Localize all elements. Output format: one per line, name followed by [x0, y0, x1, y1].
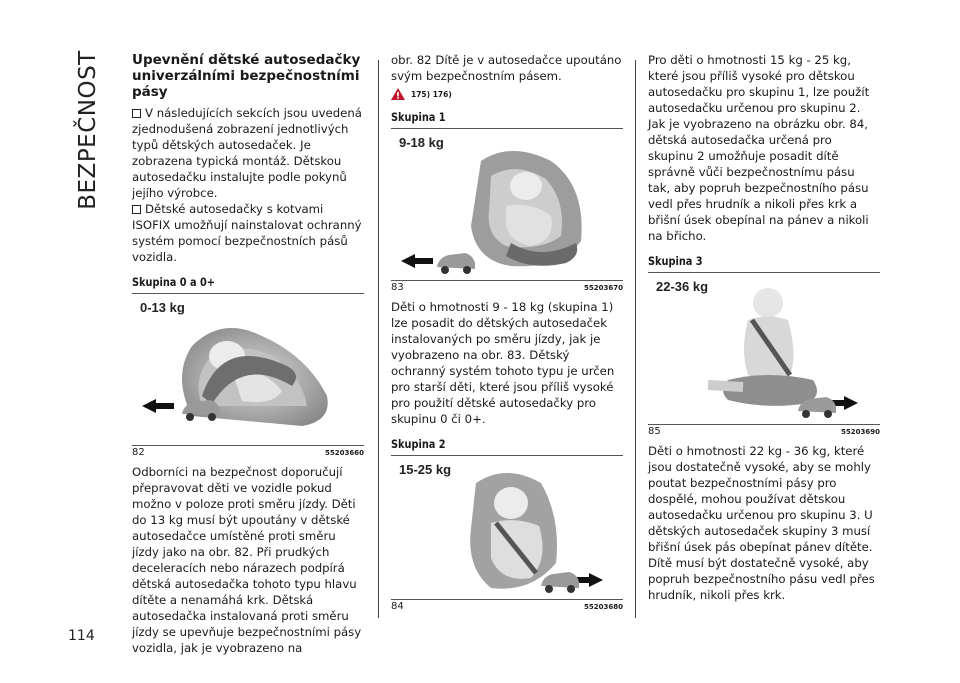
figure-group2-seat [391, 458, 623, 598]
figure-group3-seat [648, 275, 880, 423]
figure-weight-label: 22-36 kg [656, 279, 709, 294]
figure-caption [648, 424, 880, 437]
figure-code: 55203670 [584, 284, 623, 292]
group-title: Skupina 3 [648, 254, 703, 268]
warning-triangle-icon [391, 88, 405, 100]
warning-text: 175) 176) [411, 89, 452, 99]
figure-code: 55203690 [841, 428, 880, 436]
forward-seat-illustration [391, 131, 623, 279]
figure-caption [391, 599, 623, 612]
paragraph: Děti o hmotnosti 9 - 18 kg (skupina 1) lze posadit do dětských autosedaček instalovaných po směru jízdy, jak je vyobrazeno na obr. 83. Dětský ochranný systém tohoto typu je určen pro starší děti, které jsou příliš vysoké pro použití dětské autosedačky pro skupinu 0 či 0+. [391, 300, 615, 426]
infant-carrier-illustration [132, 296, 364, 444]
paragraph: Pro děti o hmotnosti 15 kg - 25 kg, které jsou příliš vysoké pro dětskou autosedačku pro skupinu 1, lze použít autosedačku určenou pro skupinu 2. Jak je vyobrazeno na obrázku obr. 84, dětská autosedačka určená pro skupinu 2 umožňuje posadit dítě správně vůči bezpečnostnímu pásu tak, aby popruh bezpečnostního pásu vedl přes hrudník a nikoli přes krk a břišní úsek obepínal na pánev a nikoli na břicho. [648, 53, 870, 243]
column-divider [635, 60, 636, 618]
warning-reference [391, 88, 623, 100]
column-1 [132, 52, 364, 656]
group-title: Skupina 0 a 0+ [132, 275, 216, 289]
figure-number: 84 [391, 601, 404, 612]
figure-infant-seat [132, 296, 364, 444]
paragraph: Děti o hmotnosti 22 kg - 36 kg, které jsou dostatečně vysoké, aby se mohly poutat bezpečnostními pásy pro dospělé, mohou používat dětskou autosedačku určenou pro skupinu 3. U dětských autosedaček skupiny 3 musí břišní úsek pás obepínat pánev dítěte. Dítě musí být dostatečně vysoké, aby popruh bezpečnostního pásu vedl přes hrudník, nikoli přes krk. [648, 444, 875, 602]
booster-seat-illustration [391, 458, 623, 598]
figure-caption [132, 445, 364, 458]
page-number: 114 [68, 628, 95, 644]
column-3 [648, 52, 880, 603]
divider [132, 293, 364, 294]
chapter-title: BEZPEČNOST [75, 50, 101, 210]
section-heading: Upevnění dětské autosedačky univerzálními bezpečnostními pásy [132, 52, 361, 100]
group-title: Skupina 1 [391, 110, 446, 124]
book-icon [132, 205, 141, 214]
figure-number: 82 [132, 447, 145, 458]
divider [391, 455, 623, 456]
divider [391, 128, 623, 129]
figure-weight-label: 9-18 kg [399, 135, 444, 150]
booster-cushion-illustration [648, 275, 880, 423]
figure-caption [391, 280, 623, 293]
column-2 [391, 52, 623, 618]
paragraph: Odborníci na bezpečnost doporučují přepravovat děti ve vozidle pokud možno v poloze proti směru jízdy. Děti do 13 kg musí být upoutány v dětské autosedačce umístěné proti směru jízdy jako na obr. 82. Při prudkých deceleracích nebo nárazech podpírá dětská autosedačka tohoto typu hlavu dítěte a nenamáhá krk. Dětská autosedačka instalovaná proti směru jízdy se upevňuje bezpečnostními pásy vozidla, jak je vyobrazeno na [132, 465, 362, 655]
group-title: Skupina 2 [391, 437, 446, 451]
divider [648, 272, 880, 273]
figure-number: 83 [391, 282, 404, 293]
figure-weight-label: 0-13 kg [140, 300, 185, 315]
paragraph: V následujících sekcích jsou uvedená zjednodušená zobrazení jednotlivých typů dětských autosedaček. Je zobrazena typická montáž. Dětskou autosedačku instalujte podle pokynů jejího výrobce. [132, 106, 362, 200]
figure-number: 85 [648, 426, 661, 437]
figure-code: 55203680 [584, 603, 623, 611]
paragraph: obr. 82 Dítě je v autosedačce upoutáno svým bezpečnostním pásem. [391, 53, 622, 83]
paragraph: Dětské autosedačky s kotvami ISOFIX umožňují nainstalovat ochranný systém pomocí bezpečnostních pásů vozidla. [132, 202, 362, 264]
figure-group1-seat [391, 131, 623, 279]
book-icon [132, 109, 141, 118]
figure-weight-label: 15-25 kg [399, 462, 452, 477]
column-divider [378, 60, 379, 618]
figure-code: 55203660 [325, 449, 364, 457]
